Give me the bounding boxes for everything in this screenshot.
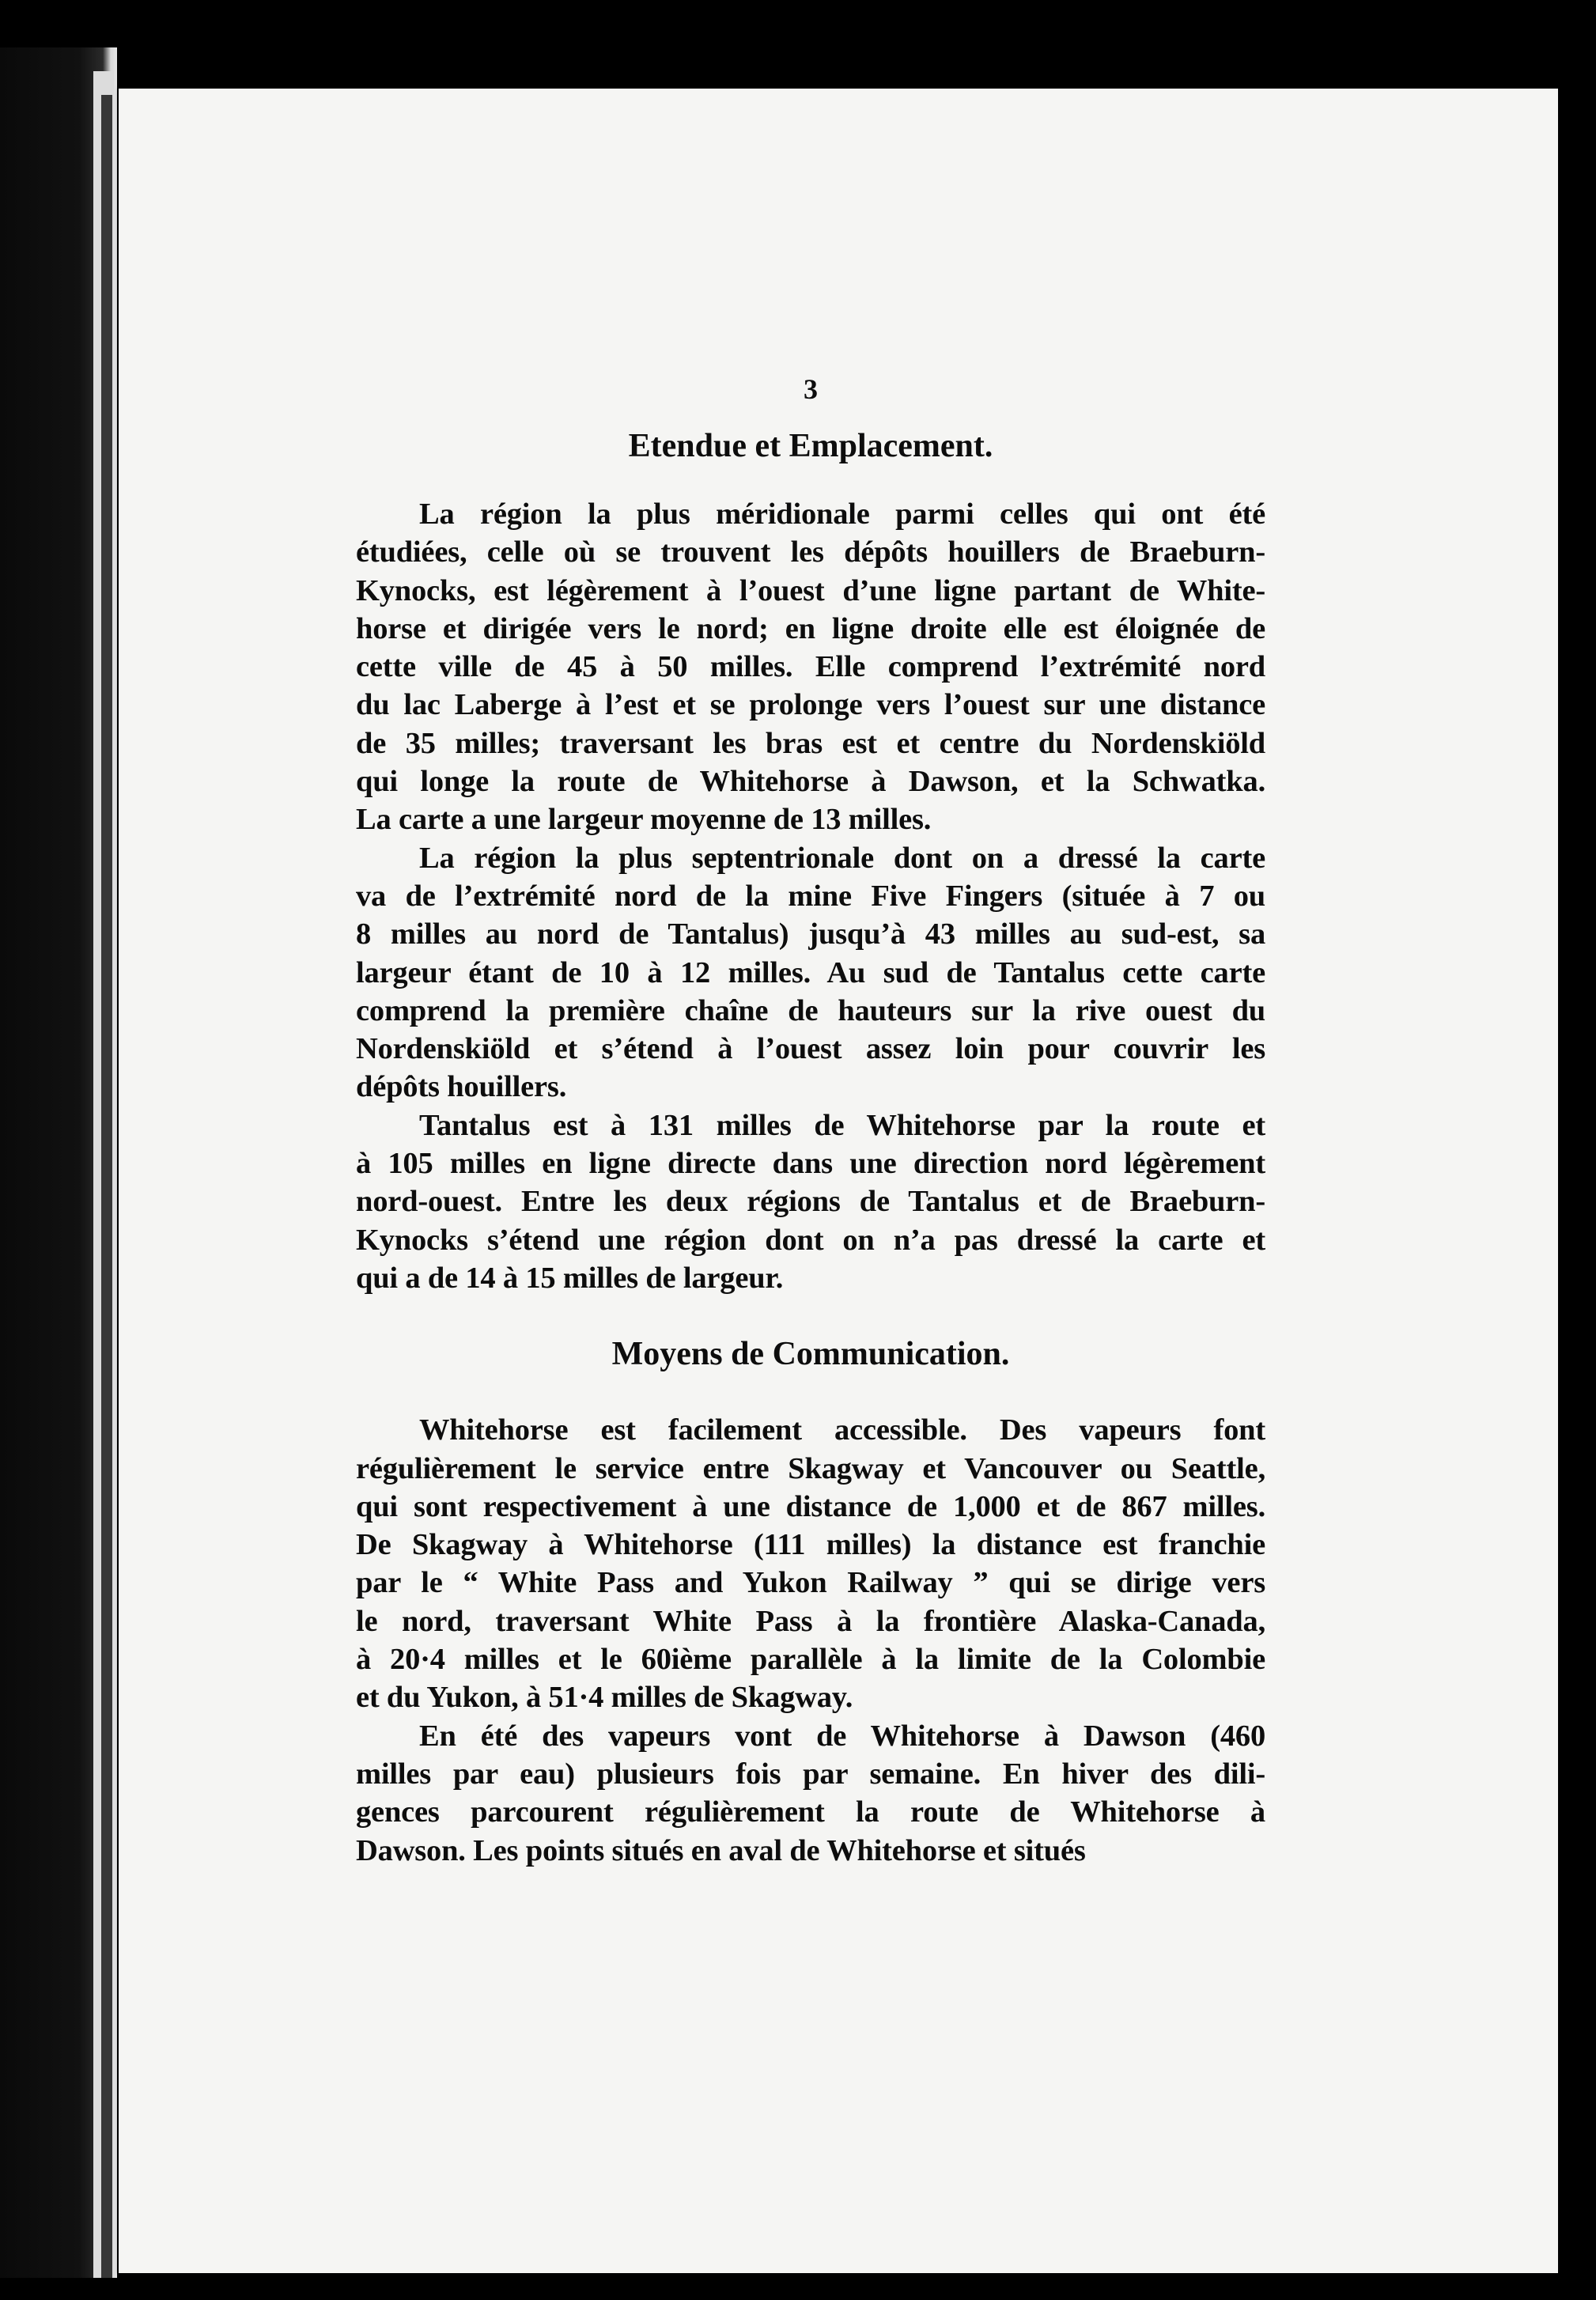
section-heading-etendue: Etendue et Emplacement. <box>628 428 993 464</box>
text-line: de 35 milles; traversant les bras est et centre du Nordenskiöld <box>356 726 1265 760</box>
text-line: largeur étant de 10 à 12 milles. Au sud de Tantalus cette carte <box>356 955 1265 989</box>
text-line: En été des vapeurs vont de Whitehorse à Dawson (460 <box>419 1719 1265 1753</box>
section-body-etendue <box>356 495 1265 1297</box>
text-line: La région la plus méridionale parmi celles qui ont été <box>419 497 1265 531</box>
text-line: 8 milles au nord de Tantalus) jusqu’à 43 milles au sud-est, sa <box>356 917 1265 951</box>
text-line: qui sont respectivement à une distance de 1,000 et de 867 milles. <box>356 1489 1265 1523</box>
text-line: Whitehorse est facilement accessible. Des vapeurs font <box>419 1413 1265 1447</box>
text-line: qui a de 14 à 15 milles de largeur. <box>356 1261 784 1295</box>
text-line: Tantalus est à 131 milles de Whitehorse par la route et <box>419 1108 1265 1142</box>
text-line: Nordenskiöld et s’étend à l’ouest assez loin pour couvrir les <box>356 1032 1265 1066</box>
text-line: par le “ White Pass and Yukon Railway ” qui se dirige vers <box>356 1566 1265 1600</box>
text-line: régulièrement le service entre Skagway et Vancouver ou Seattle, <box>356 1451 1265 1485</box>
text-line: nord-ouest. Entre les deux régions de Tantalus et de Braeburn- <box>356 1185 1265 1219</box>
binding-shadow <box>101 95 112 2278</box>
text-line: Dawson. Les points situés en aval de Whitehorse et situés <box>356 1833 1086 1867</box>
text-line: va de l’extrémité nord de la mine Five Fingers (située à 7 ou <box>356 879 1265 913</box>
page-number: 3 <box>804 373 818 405</box>
section-heading-moyens: Moyens de Communication. <box>611 1336 1010 1373</box>
text-line: comprend la première chaîne de hauteurs sur la rive ouest du <box>356 993 1265 1027</box>
text-line: Kynocks, est légèrement à l’ouest d’une ligne partant de White- <box>356 573 1265 607</box>
text-line: à 105 milles en ligne directe dans une direction nord légèrement <box>356 1147 1265 1181</box>
paragraph <box>356 1106 1265 1297</box>
text-line: gences parcourent régulièrement la route de Whitehorse à <box>356 1795 1265 1829</box>
paragraph <box>356 495 1265 839</box>
section-body-moyens <box>356 1411 1265 1870</box>
text-line: horse et dirigée vers le nord; en ligne droite elle est éloignée de <box>356 611 1265 645</box>
text-line: qui longe la route de Whitehorse à Dawson, et la Schwatka. <box>356 765 1265 799</box>
text-line: La carte a une largeur moyenne de 13 milles. <box>356 803 932 837</box>
text-line: De Skagway à Whitehorse (111 milles) la distance est franchie <box>356 1528 1265 1562</box>
paragraph <box>356 1717 1265 1870</box>
text-line: cette ville de 45 à 50 milles. Elle comprend l’extrémité nord <box>356 650 1265 684</box>
text-line: le nord, traversant White Pass à la frontière Alaska-Canada, <box>356 1604 1265 1638</box>
paragraph <box>356 839 1265 1106</box>
text-line: du lac Laberge à l’est et se prolonge vers l’ouest sur une distance <box>356 688 1265 722</box>
paragraph <box>356 1411 1265 1716</box>
text-line: et du Yukon, à 51·4 milles de Skagway. <box>356 1681 853 1715</box>
text-line: dépôts houillers. <box>356 1070 567 1104</box>
text-line: La région la plus septentrionale dont on a dressé la carte <box>419 841 1265 875</box>
text-line: étudiées, celle où se trouvent les dépôts houillers de Braeburn- <box>356 535 1265 569</box>
text-line: Kynocks s’étend une région dont on n’a pas dressé la carte et <box>356 1223 1265 1257</box>
text-line: milles par eau) plusieurs fois par semaine. En hiver des dili- <box>356 1757 1265 1791</box>
text-line: à 20·4 milles et le 60ième parallèle à la limite de la Colombie <box>356 1643 1265 1677</box>
page-content <box>356 372 1265 1870</box>
